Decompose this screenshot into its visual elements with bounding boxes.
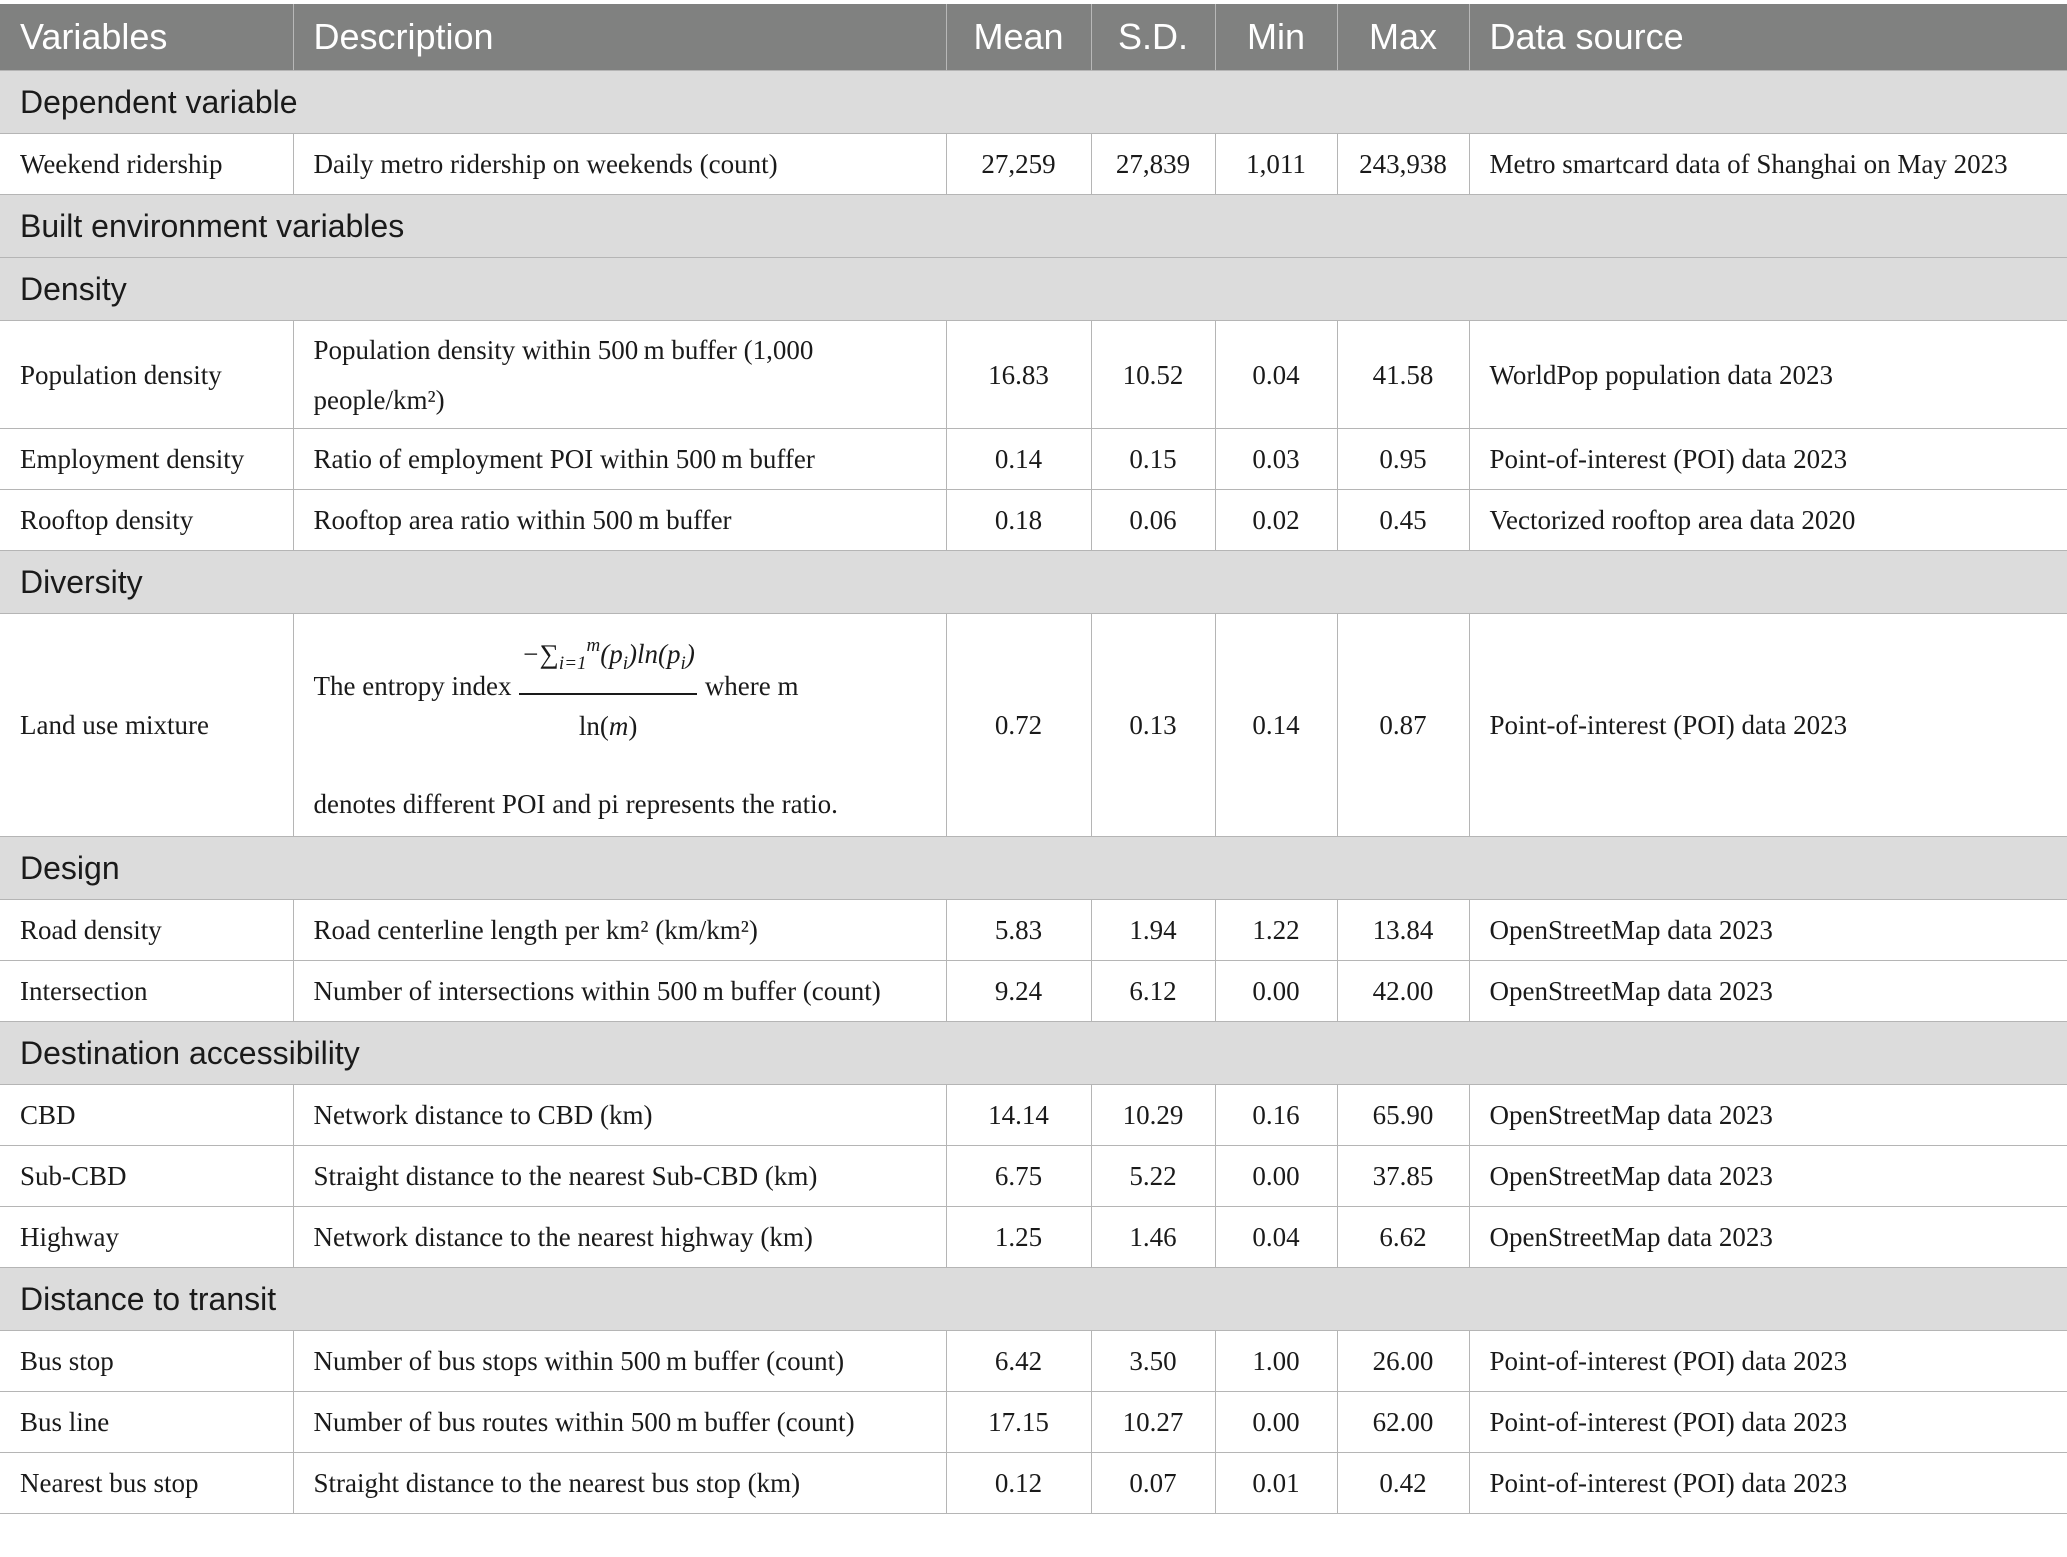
table-row-bus-stop — [0, 1331, 2067, 1392]
header-sd: S.D. — [1091, 4, 1215, 71]
max-cell: 41.58 — [1337, 321, 1469, 429]
section-row — [0, 837, 2067, 900]
description-cell: Number of intersections within 500 m buffer (count) — [293, 961, 946, 1022]
source-cell: WorldPop population data 2023 — [1469, 321, 2067, 429]
max-cell: 6.62 — [1337, 1207, 1469, 1268]
sd-cell: 0.15 — [1091, 429, 1215, 490]
max-cell: 62.00 — [1337, 1392, 1469, 1453]
min-cell: 0.03 — [1215, 429, 1337, 490]
source-cell: Point-of-interest (POI) data 2023 — [1469, 429, 2067, 490]
min-cell: 0.14 — [1215, 614, 1337, 837]
header-min: Min — [1215, 4, 1337, 71]
description-cell: Straight distance to the nearest Sub-CBD (km) — [293, 1146, 946, 1207]
variable-cell: Land use mixture — [0, 614, 293, 837]
section-dependent-variable: Dependent variable — [0, 71, 2067, 134]
mean-cell: 27,259 — [946, 134, 1091, 195]
header-row — [0, 4, 2067, 71]
section-row — [0, 71, 2067, 134]
mean-cell: 5.83 — [946, 900, 1091, 961]
source-cell: OpenStreetMap data 2023 — [1469, 1146, 2067, 1207]
statistics-table-container — [0, 4, 2067, 1514]
table-row-employment-density — [0, 429, 2067, 490]
max-cell: 0.95 — [1337, 429, 1469, 490]
source-cell: OpenStreetMap data 2023 — [1469, 961, 2067, 1022]
variable-cell: Employment density — [0, 429, 293, 490]
variable-cell: Nearest bus stop — [0, 1453, 293, 1514]
entropy-formula — [519, 621, 696, 751]
mean-cell: 6.75 — [946, 1146, 1091, 1207]
section-row — [0, 195, 2067, 258]
section-diversity: Diversity — [0, 551, 2067, 614]
table-row-sub-cbd — [0, 1146, 2067, 1207]
sd-cell: 0.06 — [1091, 490, 1215, 551]
variable-cell: CBD — [0, 1085, 293, 1146]
mean-cell: 0.14 — [946, 429, 1091, 490]
table-row-road-density — [0, 900, 2067, 961]
sd-cell: 0.07 — [1091, 1453, 1215, 1514]
header-variables: Variables — [0, 4, 293, 71]
variable-cell: Weekend ridership — [0, 134, 293, 195]
description-cell: Population density within 500 m buffer (1,000 people/km²) — [293, 321, 946, 429]
min-cell: 0.02 — [1215, 490, 1337, 551]
source-cell: OpenStreetMap data 2023 — [1469, 1085, 2067, 1146]
max-cell: 0.45 — [1337, 490, 1469, 551]
variable-cell: Highway — [0, 1207, 293, 1268]
mean-cell: 0.12 — [946, 1453, 1091, 1514]
max-cell: 37.85 — [1337, 1146, 1469, 1207]
section-row — [0, 1268, 2067, 1331]
table-row-intersection — [0, 961, 2067, 1022]
mean-cell: 16.83 — [946, 321, 1091, 429]
source-cell: OpenStreetMap data 2023 — [1469, 900, 2067, 961]
table-row-land-use-mixture — [0, 614, 2067, 837]
section-destination-accessibility: Destination accessibility — [0, 1022, 2067, 1085]
desc-where: where m — [704, 671, 799, 701]
section-row — [0, 258, 2067, 321]
descriptive-statistics-table — [0, 4, 2067, 1514]
min-cell: 0.04 — [1215, 1207, 1337, 1268]
mean-cell: 17.15 — [946, 1392, 1091, 1453]
variable-cell: Sub-CBD — [0, 1146, 293, 1207]
variable-cell: Road density — [0, 900, 293, 961]
description-cell: Number of bus stops within 500 m buffer (count) — [293, 1331, 946, 1392]
description-cell: Number of bus routes within 500 m buffer (count) — [293, 1392, 946, 1453]
source-cell: OpenStreetMap data 2023 — [1469, 1207, 2067, 1268]
sd-cell: 1.46 — [1091, 1207, 1215, 1268]
min-cell: 0.01 — [1215, 1453, 1337, 1514]
max-cell: 243,938 — [1337, 134, 1469, 195]
description-cell: Daily metro ridership on weekends (count) — [293, 134, 946, 195]
mean-cell: 6.42 — [946, 1331, 1091, 1392]
source-cell: Point-of-interest (POI) data 2023 — [1469, 1331, 2067, 1392]
max-cell: 42.00 — [1337, 961, 1469, 1022]
variable-cell: Population density — [0, 321, 293, 429]
section-built-environment: Built environment variables — [0, 195, 2067, 258]
max-cell: 26.00 — [1337, 1331, 1469, 1392]
table-row-cbd — [0, 1085, 2067, 1146]
source-cell: Metro smartcard data of Shanghai on May 2023 — [1469, 134, 2067, 195]
variable-cell: Intersection — [0, 961, 293, 1022]
source-cell: Point-of-interest (POI) data 2023 — [1469, 1392, 2067, 1453]
table-row-population-density — [0, 321, 2067, 429]
min-cell: 1.00 — [1215, 1331, 1337, 1392]
section-row — [0, 551, 2067, 614]
section-design: Design — [0, 837, 2067, 900]
min-cell: 0.00 — [1215, 961, 1337, 1022]
min-cell: 0.16 — [1215, 1085, 1337, 1146]
header-description: Description — [293, 4, 946, 71]
min-cell: 0.00 — [1215, 1146, 1337, 1207]
min-cell: 0.04 — [1215, 321, 1337, 429]
sd-cell: 0.13 — [1091, 614, 1215, 837]
max-cell: 13.84 — [1337, 900, 1469, 961]
mean-cell: 14.14 — [946, 1085, 1091, 1146]
table-row-bus-line — [0, 1392, 2067, 1453]
source-cell: Point-of-interest (POI) data 2023 — [1469, 614, 2067, 837]
sd-cell: 10.29 — [1091, 1085, 1215, 1146]
max-cell: 0.42 — [1337, 1453, 1469, 1514]
variable-cell: Bus line — [0, 1392, 293, 1453]
table-row-nearest-bus-stop — [0, 1453, 2067, 1514]
header-mean: Mean — [946, 4, 1091, 71]
mean-cell: 0.18 — [946, 490, 1091, 551]
description-cell: Road centerline length per km² (km/km²) — [293, 900, 946, 961]
description-cell: Ratio of employment POI within 500 m buffer — [293, 429, 946, 490]
min-cell: 1,011 — [1215, 134, 1337, 195]
variable-cell: Bus stop — [0, 1331, 293, 1392]
sd-cell: 6.12 — [1091, 961, 1215, 1022]
header-data-source: Data source — [1469, 4, 2067, 71]
description-cell: Network distance to the nearest highway (km) — [293, 1207, 946, 1268]
sd-cell: 3.50 — [1091, 1331, 1215, 1392]
section-distance-to-transit: Distance to transit — [0, 1268, 2067, 1331]
description-cell: Straight distance to the nearest bus stop (km) — [293, 1453, 946, 1514]
section-density: Density — [0, 258, 2067, 321]
section-row — [0, 1022, 2067, 1085]
sd-cell: 1.94 — [1091, 900, 1215, 961]
table-row-weekend-ridership — [0, 134, 2067, 195]
header-max: Max — [1337, 4, 1469, 71]
variable-cell: Rooftop density — [0, 490, 293, 551]
description-cell: Rooftop area ratio within 500 m buffer — [293, 490, 946, 551]
source-cell: Point-of-interest (POI) data 2023 — [1469, 1453, 2067, 1514]
sd-cell: 10.52 — [1091, 321, 1215, 429]
mean-cell: 9.24 — [946, 961, 1091, 1022]
desc-prefix: The entropy index — [313, 671, 512, 701]
source-cell: Vectorized rooftop area data 2020 — [1469, 490, 2067, 551]
formula-line — [314, 621, 936, 751]
desc-second-line: denotes different POI and pi represents the ratio. — [313, 789, 838, 819]
mean-cell: 0.72 — [946, 614, 1091, 837]
mean-cell: 1.25 — [946, 1207, 1091, 1268]
sd-cell: 5.22 — [1091, 1146, 1215, 1207]
table-row-rooftop-density — [0, 490, 2067, 551]
formula-numerator: $-\sum_{i=1}^m(p_i)\ln(p_i)$ — [519, 621, 696, 695]
min-cell: 1.22 — [1215, 900, 1337, 961]
description-cell — [293, 614, 946, 837]
max-cell: 0.87 — [1337, 614, 1469, 837]
min-cell: 0.00 — [1215, 1392, 1337, 1453]
max-cell: 65.90 — [1337, 1085, 1469, 1146]
sd-cell: 10.27 — [1091, 1392, 1215, 1453]
table-row-highway — [0, 1207, 2067, 1268]
sd-cell: 27,839 — [1091, 134, 1215, 195]
description-cell: Network distance to CBD (km) — [293, 1085, 946, 1146]
formula-denominator: ln(m) — [578, 711, 638, 741]
